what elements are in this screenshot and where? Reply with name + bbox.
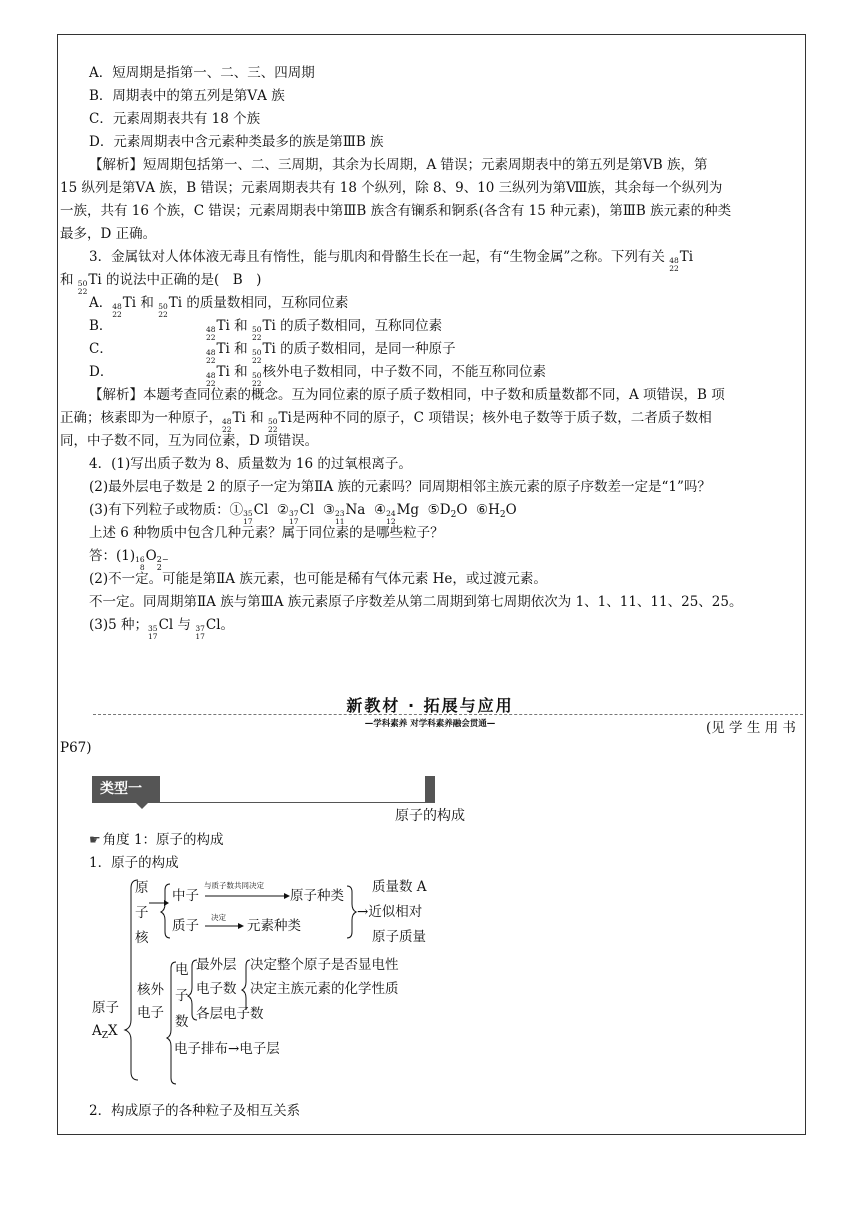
- option-a: A．短周期是指第一、二、三、四周期: [89, 65, 315, 81]
- oxygen: O: [145, 548, 157, 564]
- ti-and: Ti 和: [122, 295, 154, 311]
- page-reference: (见 学 生 用 书: [706, 720, 796, 736]
- section-subtitle: —学科素养 对学科素养融会贯通—: [364, 719, 496, 729]
- outer-label-1: 核外: [137, 982, 164, 998]
- and-text: 与: [177, 617, 192, 633]
- arrangement-label: 电子排布→电子层: [174, 1041, 280, 1057]
- circled-5-d2o: ⑤D: [427, 502, 451, 518]
- symbol-ti: Ti: [262, 318, 276, 334]
- question-4-part-3: [89, 501, 517, 526]
- decide-chemistry-label: 决定主族元素的化学性质: [250, 981, 399, 997]
- isotope-ti-48: 48 22: [206, 325, 216, 342]
- question-3-text: 3．金属钛对人体体液无毒且有惰性，能与肌肉和骨骼生长在一起，有“生物金属”之称。下列有关: [89, 249, 665, 265]
- subscript: 2: [499, 510, 506, 520]
- ti-and: Ti 和: [232, 410, 264, 426]
- item-2-heading: 2．构成原子的各种粒子及相互关系: [89, 1103, 301, 1119]
- and-text: 和: [60, 272, 74, 288]
- page-reference-number: P67): [60, 740, 92, 756]
- charge-and-subscript: 2− 2: [156, 555, 169, 572]
- analysis-1-line-4: 最多，D 正确。: [60, 226, 157, 242]
- isotope-ti-48: 48 22: [206, 348, 216, 365]
- isotope-ti-48: 48 22: [206, 371, 216, 388]
- ti-and: Ti 和: [216, 318, 248, 334]
- analysis-text: 正确；核素即为一种原子，: [60, 410, 222, 426]
- symbol-ti: Ti: [262, 341, 276, 357]
- atomic-mass-label: 原子质量: [372, 929, 426, 945]
- oxygen: O: [456, 502, 468, 518]
- type-title: 原子的构成: [395, 808, 465, 824]
- answer-2: (2)不一定。可能是第ⅡA 族元素，也可能是稀有气体元素 He，或过渡元素。: [89, 571, 547, 587]
- isotope-cl-37: 37 17: [195, 624, 205, 641]
- neutron-arrow-label: 与质子数共同决定: [204, 881, 264, 890]
- answer-1: [89, 547, 169, 572]
- analysis-1-line-2: 15 纵列是第ⅤA 族，B 错误；元素周期表共有 18 个纵列，除 8、9、10 三纵列为第Ⅷ族，其余每一个纵列为: [60, 180, 723, 196]
- approx-relative-label: →近似相对: [357, 904, 423, 920]
- analysis-1-line-3: 一族，共有 16 个族，C 错误；元素周期表中第ⅢB 族含有镧系和锕系(各含有 15 种元素)，第ⅢB 族元素的种类: [60, 203, 732, 219]
- option-text: 核外电子数相同，中子数不同，不能互称同位素: [262, 364, 547, 380]
- analysis-2-line-3: 同，中子数不同，互为同位素，D 项错误。: [60, 433, 319, 449]
- symbol-ti: Ti: [88, 272, 102, 288]
- isotope-ti-50: 50 22: [251, 348, 262, 365]
- analysis-1-line-1: 【解析】短周期包括第一、二、三周期，其余为长周期，A 错误；元素周期表中的第五列是第ⅤB 族，第: [89, 157, 708, 173]
- answer-label: (3)5 种；: [89, 617, 149, 633]
- circled-2: ②: [276, 502, 290, 518]
- type-tag: 类型一: [92, 776, 160, 803]
- symbol-mg: Mg: [396, 502, 420, 518]
- part-3-label: (3)有下列粒子或物质：: [89, 502, 230, 518]
- isotope-o-16: 16 8: [135, 555, 145, 572]
- proton-label: 质子: [172, 918, 199, 934]
- isotope-cl-35: 35 17: [148, 624, 158, 641]
- decide-charge-label: 决定整个原子是否显电性: [250, 957, 399, 973]
- answer-3: 不一定。同周期第ⅡA 族与第ⅢA 族元素原子序数差从第二周期到第七周期依次为 1、1、11、11、25、25。: [89, 594, 743, 610]
- type-rule: [92, 802, 435, 803]
- answer-4: [89, 616, 234, 641]
- symbol-cl: Cl: [299, 502, 315, 518]
- symbol-cl: Cl: [158, 617, 174, 633]
- section-divider: [93, 714, 803, 715]
- each-layer-label: 各层电子数: [196, 1006, 264, 1022]
- option-label: D．: [89, 364, 114, 380]
- isotope-ti-48: 48 22: [112, 302, 122, 319]
- atom-notation: $A_ZX$: [92, 1023, 118, 1041]
- q3-option-a: [89, 294, 348, 319]
- isotope-ti-50: 50 22: [251, 371, 262, 388]
- analysis-2-line-1: 【解析】本题考查同位素的概念。互为同位素的原子质子数相同，中子数和质量数都不同，A 项错误，B 项: [89, 387, 725, 403]
- symbol-ti: Ti: [168, 295, 183, 311]
- circled-6-h2o: ⑥H: [476, 502, 500, 518]
- subscript: 2: [450, 510, 457, 520]
- symbol-na: Na: [345, 502, 366, 518]
- q3-option-c: [89, 340, 456, 365]
- option-label: C．: [89, 341, 113, 357]
- question-3-stem-end: 的说法中正确的是( B ): [105, 272, 262, 288]
- option-b: B．周期表中的第五列是第ⅤA 族: [89, 88, 285, 104]
- question-4-ask: 上述 6 种物质中包含几种元素？属于同位素的是哪些粒子？: [89, 525, 444, 541]
- item-1-heading: 1．原子的构成: [89, 855, 179, 871]
- circled-3: ③: [322, 502, 335, 518]
- element-label: 元素种类: [247, 918, 301, 934]
- electron-count-label: 电子数: [196, 981, 237, 997]
- isotope-na-23: 23 11: [334, 509, 345, 526]
- type-header: [92, 776, 435, 803]
- proton-arrow-label: 决定: [211, 913, 226, 922]
- type-endcap: [425, 776, 435, 803]
- option-c: C．元素周期表共有 18 个族: [89, 111, 261, 127]
- mass-number-label: 质量数 A: [372, 879, 427, 895]
- option-text: 的质量数相同，互称同位素: [186, 295, 349, 311]
- circled-1: ①: [229, 502, 244, 518]
- pointing-hand-icon: ☛: [89, 833, 101, 848]
- neutron-label: 中子: [172, 888, 199, 904]
- outermost-label: 最外层: [196, 957, 237, 973]
- outer-label-2: 电子: [137, 1005, 164, 1021]
- ti-and: Ti 和: [216, 341, 248, 357]
- nucleus-char-3: 核: [135, 930, 149, 946]
- electron-col-1: 电: [175, 962, 189, 978]
- isotope-mg-24: 24 12: [386, 509, 396, 526]
- angle-heading: [89, 831, 224, 850]
- question-3-line-1: [89, 248, 693, 273]
- isotope-ti-50: 50 22: [158, 302, 168, 319]
- section-title: 新教材 · 拓展与应用: [346, 696, 514, 715]
- answer-label: 答：(1): [89, 548, 136, 564]
- isotope-ti-48: 48 22: [669, 256, 679, 273]
- isotope-ti-48: 48 22: [222, 417, 232, 434]
- q3-option-d: [89, 363, 546, 388]
- ti-and: Ti 和: [216, 364, 248, 380]
- electron-col-2: 子: [175, 988, 189, 1004]
- question-3-line-2: [60, 271, 261, 296]
- atom-label: 原子: [92, 1000, 119, 1016]
- option-text: 的质子数相同，是同一种原子: [280, 341, 456, 357]
- symbol-ti: Ti: [278, 410, 292, 426]
- option-label: B．: [89, 318, 113, 334]
- question-4-part-2: (2)最外层电子数是 2 的原子一定为第ⅡA 族的元素吗？同周期相邻主族元素的原子序数差一定是“1”吗？: [89, 479, 711, 495]
- symbol-cl: Cl: [253, 502, 269, 518]
- isotope-cl-37: 37 17: [289, 509, 299, 526]
- electron-col-3: 数: [175, 1014, 189, 1030]
- oxygen: O: [505, 502, 517, 518]
- nuclide-label: 原子种类: [290, 888, 344, 904]
- option-text: 的质子数相同，互称同位素: [280, 318, 443, 334]
- analysis-text: 是两种不同的原子，C 项错误；核外电子数等于质子数，二者质子数相: [292, 410, 712, 426]
- isotope-ti-50: 50 22: [267, 417, 278, 434]
- nucleus-char-1: 原: [135, 880, 149, 896]
- circled-4: ④: [373, 502, 387, 518]
- symbol-ti: Ti: [679, 249, 694, 265]
- isotope-ti-50: 50 22: [251, 325, 262, 342]
- q3-option-b: [89, 317, 442, 342]
- isotope-ti-50: 50 22: [77, 279, 88, 296]
- question-4-part-1: 4．(1)写出质子数为 8、质量数为 16 的过氧根离子。: [89, 456, 412, 472]
- option-label: A．: [89, 295, 113, 311]
- isotope-cl-35: 35 17: [243, 509, 253, 526]
- angle-text: 角度 1：原子的构成: [102, 832, 224, 848]
- nucleus-char-2: 子: [135, 905, 149, 921]
- analysis-2-line-2: [60, 409, 712, 434]
- option-d: D．元素周期表中含元素种类最多的族是第ⅢB 族: [89, 134, 384, 150]
- symbol-cl: Cl。: [205, 617, 235, 633]
